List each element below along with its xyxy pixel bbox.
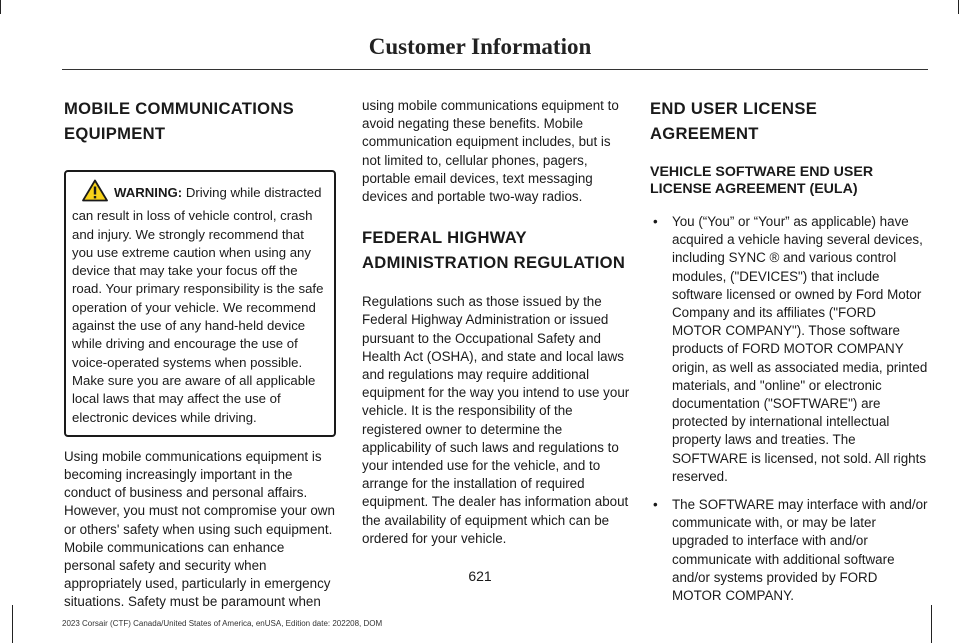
eula-bullet-list [650, 213, 928, 605]
crop-mark-bottom-right [931, 605, 932, 643]
body-paragraph: Regulations such as those issued by the Federal Highway Administration or issued pursuant to the Occupational Safety and Health Act (OSHA), and state and local laws and regulations may require additional equipment for the way you intend to use your vehicle. It is the responsibility of the registered owner to determine the applicability of such laws and regulations to your intended use for the vehicle, and to arrange for the installation of required equipment. The dealer has information about the availability of equipment which can be ordered for your vehicle. [362, 294, 630, 546]
warning-label: WARNING: [114, 185, 183, 200]
warning-box [64, 170, 336, 437]
warning-text: Driving while distracted can result in loss of vehicle control, crash and injury. We strongly recommend that you use extreme caution when using any device that may take your focus off the road. Your primary responsibility is the safe operation of your vehicle. We recommend against the use of any hand-held device while driving and encourage the use of voice-operated systems when possible. Make sure you are aware of all applicable local laws that may affect the use of electronic devices while driving. [72, 185, 324, 425]
crop-mark-top-right [958, 0, 959, 14]
continuation-paragraph: using mobile communications equipment to avoid negating these benefits. Mobile communication equipment includes, but is not limited to, cellular phones, pagers, portable email devices, text messaging devices and portable two-way radios. [362, 98, 619, 205]
warning-triangle-icon [82, 179, 108, 207]
list-item-text: You (“You” or “Your” as applicable) have acquired a vehicle having several devices, including SYNC ® and various control modules, ("DEVICES") that include software licensed or owned by Ford Motor Company and its affiliates ("FORD MOTOR COMPANY"). Those software products of FORD MOTOR COMPANY origin, as well as associated media, printed materials, and "online" or electronic documentation ("SOFTWARE") are protected by international intellectual property laws and treaties. The SOFTWARE is licensed, not sold. All rights reserved. [672, 214, 928, 484]
heading-line-2: EQUIPMENT [64, 124, 166, 143]
heading-line-1: MOBILE COMMUNICATIONS [64, 99, 294, 118]
footer-edition-info: 2023 Corsair (CTF) Canada/United States of America, enUSA, Edition date: 202208, DOM [62, 619, 383, 628]
list-item-text: The SOFTWARE may interface with and/or communicate with, or may be later upgraded to interface with and/or communicate with additional software and/or systems provided by FORD MOTOR COMPANY. [672, 497, 928, 604]
crop-mark-bottom-left [12, 605, 13, 643]
list-item [650, 213, 928, 486]
section-heading-federal-highway [362, 225, 632, 275]
subheading-vehicle-software-eula: VEHICLE SOFTWARE END USER LICENSE AGREEMENT (EULA) [650, 164, 874, 197]
page-title: Customer Information [368, 34, 592, 59]
page-number: 621 [468, 568, 492, 584]
list-item [650, 496, 928, 605]
heading-line-1: FEDERAL HIGHWAY [362, 228, 527, 248]
column-mobile-communications [64, 96, 336, 612]
header-divider [62, 69, 928, 70]
bullet-marker: • [653, 497, 658, 513]
column-federal-highway [362, 96, 632, 548]
bullet-marker: • [653, 214, 658, 229]
heading-line-2: ADMINISTRATION REGULATION [362, 253, 626, 273]
column-eula [650, 96, 928, 615]
body-paragraph: Using mobile communications equipment is becoming increasingly important in the conduct of business and personal affairs. However, you must not compromise your own or others' safety when using such equipment. Mobile communications can enhance personal safety and security when appropriately used, particularly in emergency situations. Safety must be paramount when [64, 448, 335, 610]
crop-mark-top-left [0, 0, 1, 14]
section-heading-mobile-communications [64, 96, 336, 146]
section-heading-eula: END USER LICENSE AGREEMENT [650, 99, 818, 143]
